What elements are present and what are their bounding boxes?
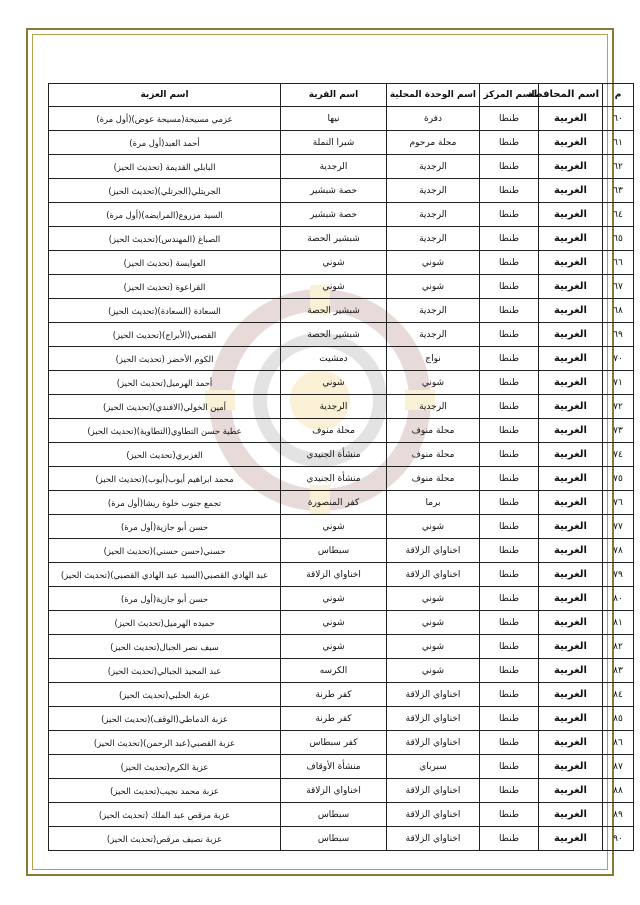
cell-num: ٧٣: [603, 419, 634, 443]
cell-governorate: الغربية: [539, 371, 603, 395]
cell-governorate: الغربية: [539, 539, 603, 563]
cell-village: الرجدية: [281, 155, 387, 179]
cell-num: ٨٥: [603, 707, 634, 731]
cell-ezba: محمد ابراهيم أيوب(أيوب)(تحديث الحيز): [49, 467, 281, 491]
table-row: [49, 395, 634, 419]
cell-local-unit: محلة مرحوم: [387, 131, 480, 155]
cell-village: اخناواي الزلاقة: [281, 779, 387, 803]
cell-ezba: الجريتلي(الجرتلي)(تحديث الحيز): [49, 179, 281, 203]
cell-num: ٧١: [603, 371, 634, 395]
cell-num: ٧٤: [603, 443, 634, 467]
cell-center: طنطا: [480, 323, 539, 347]
cell-local-unit: الرجدية: [387, 299, 480, 323]
cell-village: سبطاس: [281, 827, 387, 851]
table-row: [49, 827, 634, 851]
cell-center: طنطا: [480, 203, 539, 227]
cell-local-unit: اخناواي الزلاقة: [387, 779, 480, 803]
cell-governorate: الغربية: [539, 155, 603, 179]
cell-center: طنطا: [480, 179, 539, 203]
table-row: [49, 155, 634, 179]
table-header-row: [49, 84, 634, 107]
cell-governorate: الغربية: [539, 755, 603, 779]
cell-local-unit: اخناواي الزلاقة: [387, 707, 480, 731]
cell-governorate: الغربية: [539, 107, 603, 131]
table-row: [49, 179, 634, 203]
cell-village: شوني: [281, 635, 387, 659]
table-row: [49, 371, 634, 395]
cell-village: شوني: [281, 371, 387, 395]
cell-governorate: الغربية: [539, 779, 603, 803]
cell-governorate: الغربية: [539, 203, 603, 227]
table-row: [49, 587, 634, 611]
cell-village: منشأة الجنيدي: [281, 443, 387, 467]
cell-ezba: عزبة مرقص عبد الملك (تحديث الحيز): [49, 803, 281, 827]
cell-local-unit: الرجدية: [387, 395, 480, 419]
cell-village: حصة شبشير: [281, 203, 387, 227]
cell-governorate: الغربية: [539, 563, 603, 587]
cell-governorate: الغربية: [539, 443, 603, 467]
cell-center: طنطا: [480, 803, 539, 827]
cell-village: شوني: [281, 515, 387, 539]
table-row: [49, 299, 634, 323]
cell-local-unit: اخناواي الزلاقة: [387, 827, 480, 851]
table-row: [49, 611, 634, 635]
table-row: [49, 323, 634, 347]
cell-local-unit: شوني: [387, 659, 480, 683]
cell-ezba: أمين الخولي(الافندي)(تحديث الحيز): [49, 395, 281, 419]
cell-village: الرجدية: [281, 395, 387, 419]
cell-ezba: القصبي(الأبراج)(تحديث الحيز): [49, 323, 281, 347]
cell-governorate: الغربية: [539, 299, 603, 323]
cell-num: ٨٦: [603, 731, 634, 755]
cell-num: ٧٥: [603, 467, 634, 491]
cell-village: منشأة الأوقاف: [281, 755, 387, 779]
cell-ezba: عبد الهادي القصبي(السيد عبد الهادي القصبي)(تحديث الحيز): [49, 563, 281, 587]
table-row: [49, 803, 634, 827]
cell-local-unit: محلة منوف: [387, 443, 480, 467]
cell-center: طنطا: [480, 827, 539, 851]
cell-governorate: الغربية: [539, 131, 603, 155]
cell-local-unit: شوني: [387, 635, 480, 659]
cell-num: ٨٣: [603, 659, 634, 683]
cell-ezba: العوايسة (تحديث الحيز): [49, 251, 281, 275]
table-row: [49, 491, 634, 515]
cell-local-unit: الرجدية: [387, 155, 480, 179]
cell-governorate: الغربية: [539, 659, 603, 683]
cell-center: طنطا: [480, 371, 539, 395]
cell-num: ٨٢: [603, 635, 634, 659]
cell-num: ٧٠: [603, 347, 634, 371]
cell-village: شبرا النملة: [281, 131, 387, 155]
cell-center: طنطا: [480, 251, 539, 275]
cell-governorate: الغربية: [539, 419, 603, 443]
cell-ezba: عزبة الكرم(تحديث الحيز): [49, 755, 281, 779]
cell-village: شوني: [281, 251, 387, 275]
cell-center: طنطا: [480, 611, 539, 635]
cell-ezba: السيد مزروع(المرايضه)(أول مرة): [49, 203, 281, 227]
cell-village: كفر طرنة: [281, 707, 387, 731]
header-local-unit: اسم الوحدة المحلية: [387, 84, 480, 107]
cell-ezba: الكوم الأخضر (تحديث الحيز): [49, 347, 281, 371]
cell-local-unit: شوني: [387, 515, 480, 539]
cell-center: طنطا: [480, 659, 539, 683]
cell-village: سبطاس: [281, 539, 387, 563]
cell-governorate: الغربية: [539, 707, 603, 731]
cell-village: شبشير الحصة: [281, 227, 387, 251]
cell-village: محلة منوف: [281, 419, 387, 443]
cell-ezba: الغزبري(تحديث الحيز): [49, 443, 281, 467]
cell-center: طنطا: [480, 587, 539, 611]
cell-ezba: حميده الهرميل(تحديث الحيز): [49, 611, 281, 635]
table-row: [49, 419, 634, 443]
cell-local-unit: الرجدية: [387, 179, 480, 203]
cell-center: طنطا: [480, 347, 539, 371]
cell-ezba: عزبة نصيف مرقص(تحديث الحيز): [49, 827, 281, 851]
cell-ezba: البابلي القديمة (تحديث الحيز): [49, 155, 281, 179]
cell-local-unit: دفرة: [387, 107, 480, 131]
cell-center: طنطا: [480, 107, 539, 131]
cell-num: ٦٤: [603, 203, 634, 227]
table-row: [49, 227, 634, 251]
cell-village: منشأة الجنيدي: [281, 467, 387, 491]
cell-governorate: الغربية: [539, 635, 603, 659]
table-row: [49, 515, 634, 539]
cell-center: طنطا: [480, 755, 539, 779]
header-village: اسم القرية: [281, 84, 387, 107]
cell-village: اخناواي الزلاقة: [281, 563, 387, 587]
cell-governorate: الغربية: [539, 251, 603, 275]
cell-center: طنطا: [480, 635, 539, 659]
header-governorate: اسم المحافظة: [539, 84, 603, 107]
cell-center: طنطا: [480, 299, 539, 323]
cell-num: ٦٢: [603, 155, 634, 179]
cell-num: ٧٨: [603, 539, 634, 563]
cell-ezba: سيف نصر الجبال(تحديث الحيز): [49, 635, 281, 659]
cell-ezba: أحمد الهرميل(تحديث الحيز): [49, 371, 281, 395]
cell-local-unit: شوني: [387, 275, 480, 299]
cell-num: ٦٦: [603, 251, 634, 275]
cell-village: شبشير الحصة: [281, 299, 387, 323]
table-row: [49, 467, 634, 491]
table-row: [49, 659, 634, 683]
cell-governorate: الغربية: [539, 491, 603, 515]
table-row: [49, 779, 634, 803]
table-row: [49, 539, 634, 563]
table-row: [49, 347, 634, 371]
cell-center: طنطا: [480, 539, 539, 563]
table-row: [49, 107, 634, 131]
cell-governorate: الغربية: [539, 275, 603, 299]
cell-local-unit: الرجدية: [387, 203, 480, 227]
cell-ezba: تجمع جنوب خلوة ريشا(أول مرة): [49, 491, 281, 515]
villages-table: [48, 83, 634, 851]
cell-num: ٨٧: [603, 755, 634, 779]
cell-governorate: الغربية: [539, 611, 603, 635]
cell-local-unit: الرجدية: [387, 323, 480, 347]
cell-governorate: الغربية: [539, 227, 603, 251]
cell-num: ٦١: [603, 131, 634, 155]
cell-ezba: عزبة الدماطي(الوقف)(تحديث الحيز): [49, 707, 281, 731]
table-row: [49, 131, 634, 155]
header-center: اسم المركز: [480, 84, 539, 107]
cell-num: ٨٠: [603, 587, 634, 611]
cell-num: ٩٠: [603, 827, 634, 851]
cell-ezba: عزبة القصبي(عبد الرحمن)(تحديث الحيز): [49, 731, 281, 755]
cell-num: ٦٣: [603, 179, 634, 203]
cell-governorate: الغربية: [539, 587, 603, 611]
cell-ezba: حسن أبو جازية(أول مرة): [49, 515, 281, 539]
cell-local-unit: برما: [387, 491, 480, 515]
cell-village: حصة شبشير: [281, 179, 387, 203]
header-ezba: اسم العزبة: [49, 84, 281, 107]
cell-governorate: الغربية: [539, 731, 603, 755]
cell-center: طنطا: [480, 395, 539, 419]
table-row: [49, 635, 634, 659]
cell-center: طنطا: [480, 131, 539, 155]
cell-village: دمشيت: [281, 347, 387, 371]
cell-center: طنطا: [480, 563, 539, 587]
cell-center: طنطا: [480, 155, 539, 179]
cell-ezba: السعادة (السعادة)(تحديث الحيز): [49, 299, 281, 323]
cell-village: كفر سبطاس: [281, 731, 387, 755]
cell-ezba: عزبة محمد نجيب(تحديث الحيز): [49, 779, 281, 803]
cell-center: طنطا: [480, 731, 539, 755]
cell-num: ٧٩: [603, 563, 634, 587]
table-row: [49, 251, 634, 275]
cell-governorate: الغربية: [539, 827, 603, 851]
cell-local-unit: اخناواي الزلاقة: [387, 563, 480, 587]
cell-governorate: الغربية: [539, 467, 603, 491]
cell-local-unit: اخناواي الزلاقة: [387, 539, 480, 563]
cell-num: ٧٦: [603, 491, 634, 515]
cell-num: ٦٩: [603, 323, 634, 347]
cell-governorate: الغربية: [539, 515, 603, 539]
cell-village: كفر طرنة: [281, 683, 387, 707]
cell-local-unit: محلة منوف: [387, 467, 480, 491]
cell-local-unit: اخناواي الزلاقة: [387, 803, 480, 827]
cell-local-unit: شوني: [387, 251, 480, 275]
cell-village: شبشير الحصة: [281, 323, 387, 347]
cell-num: ٧٧: [603, 515, 634, 539]
cell-center: طنطا: [480, 443, 539, 467]
cell-num: ٦٧: [603, 275, 634, 299]
cell-governorate: الغربية: [539, 347, 603, 371]
cell-governorate: الغربية: [539, 683, 603, 707]
cell-num: ٨٤: [603, 683, 634, 707]
cell-village: كفر المنصورة: [281, 491, 387, 515]
cell-center: طنطا: [480, 779, 539, 803]
cell-center: طنطا: [480, 707, 539, 731]
table-row: [49, 755, 634, 779]
cell-ezba: القراعوة (تحديث الحيز): [49, 275, 281, 299]
cell-num: ٨١: [603, 611, 634, 635]
cell-num: ٦٨: [603, 299, 634, 323]
cell-village: سبطاس: [281, 803, 387, 827]
cell-local-unit: شوني: [387, 371, 480, 395]
table-row: [49, 275, 634, 299]
cell-ezba: حسن أبو جازية(أول مرة): [49, 587, 281, 611]
cell-ezba: أحمد العبد(أول مرة): [49, 131, 281, 155]
cell-ezba: الصباغ (المهندس)(تحديث الحيز): [49, 227, 281, 251]
cell-ezba: حسني(حسن حسني)(تحديث الحيز): [49, 539, 281, 563]
cell-village: الكرسه: [281, 659, 387, 683]
header-num: م: [603, 84, 634, 107]
cell-governorate: الغربية: [539, 803, 603, 827]
cell-center: طنطا: [480, 491, 539, 515]
cell-governorate: الغربية: [539, 179, 603, 203]
cell-village: نيها: [281, 107, 387, 131]
table-row: [49, 563, 634, 587]
cell-governorate: الغربية: [539, 323, 603, 347]
table-row: [49, 203, 634, 227]
cell-num: ٦٥: [603, 227, 634, 251]
cell-ezba: عطية حسن التطاوي(التطاوية)(تحديث الحيز): [49, 419, 281, 443]
cell-local-unit: الرجدية: [387, 227, 480, 251]
cell-center: طنطا: [480, 467, 539, 491]
cell-local-unit: نواج: [387, 347, 480, 371]
cell-village: شوني: [281, 275, 387, 299]
cell-num: ٨٩: [603, 803, 634, 827]
cell-governorate: الغربية: [539, 395, 603, 419]
cell-num: ٦٠: [603, 107, 634, 131]
table-row: [49, 707, 634, 731]
cell-ezba: عزمي مسيحة(مسيحة عوض)(أول مرة): [49, 107, 281, 131]
cell-local-unit: شوني: [387, 587, 480, 611]
cell-local-unit: شوني: [387, 611, 480, 635]
cell-local-unit: سبرباي: [387, 755, 480, 779]
cell-center: طنطا: [480, 419, 539, 443]
cell-local-unit: محلة منوف: [387, 419, 480, 443]
cell-center: طنطا: [480, 683, 539, 707]
cell-num: ٧٢: [603, 395, 634, 419]
cell-num: ٨٨: [603, 779, 634, 803]
cell-local-unit: اخناواي الزلاقة: [387, 731, 480, 755]
cell-village: شوني: [281, 587, 387, 611]
cell-village: شوني: [281, 611, 387, 635]
cell-local-unit: اخناواي الزلاقة: [387, 683, 480, 707]
cell-center: طنطا: [480, 275, 539, 299]
table-row: [49, 443, 634, 467]
cell-ezba: عبد المجيد الجبالي(تحديث الحيز): [49, 659, 281, 683]
table-row: [49, 683, 634, 707]
cell-ezba: عزبة الحلبي(تحديث الحيز): [49, 683, 281, 707]
cell-center: طنطا: [480, 227, 539, 251]
cell-center: طنطا: [480, 515, 539, 539]
table-row: [49, 731, 634, 755]
table-body: [49, 107, 634, 851]
